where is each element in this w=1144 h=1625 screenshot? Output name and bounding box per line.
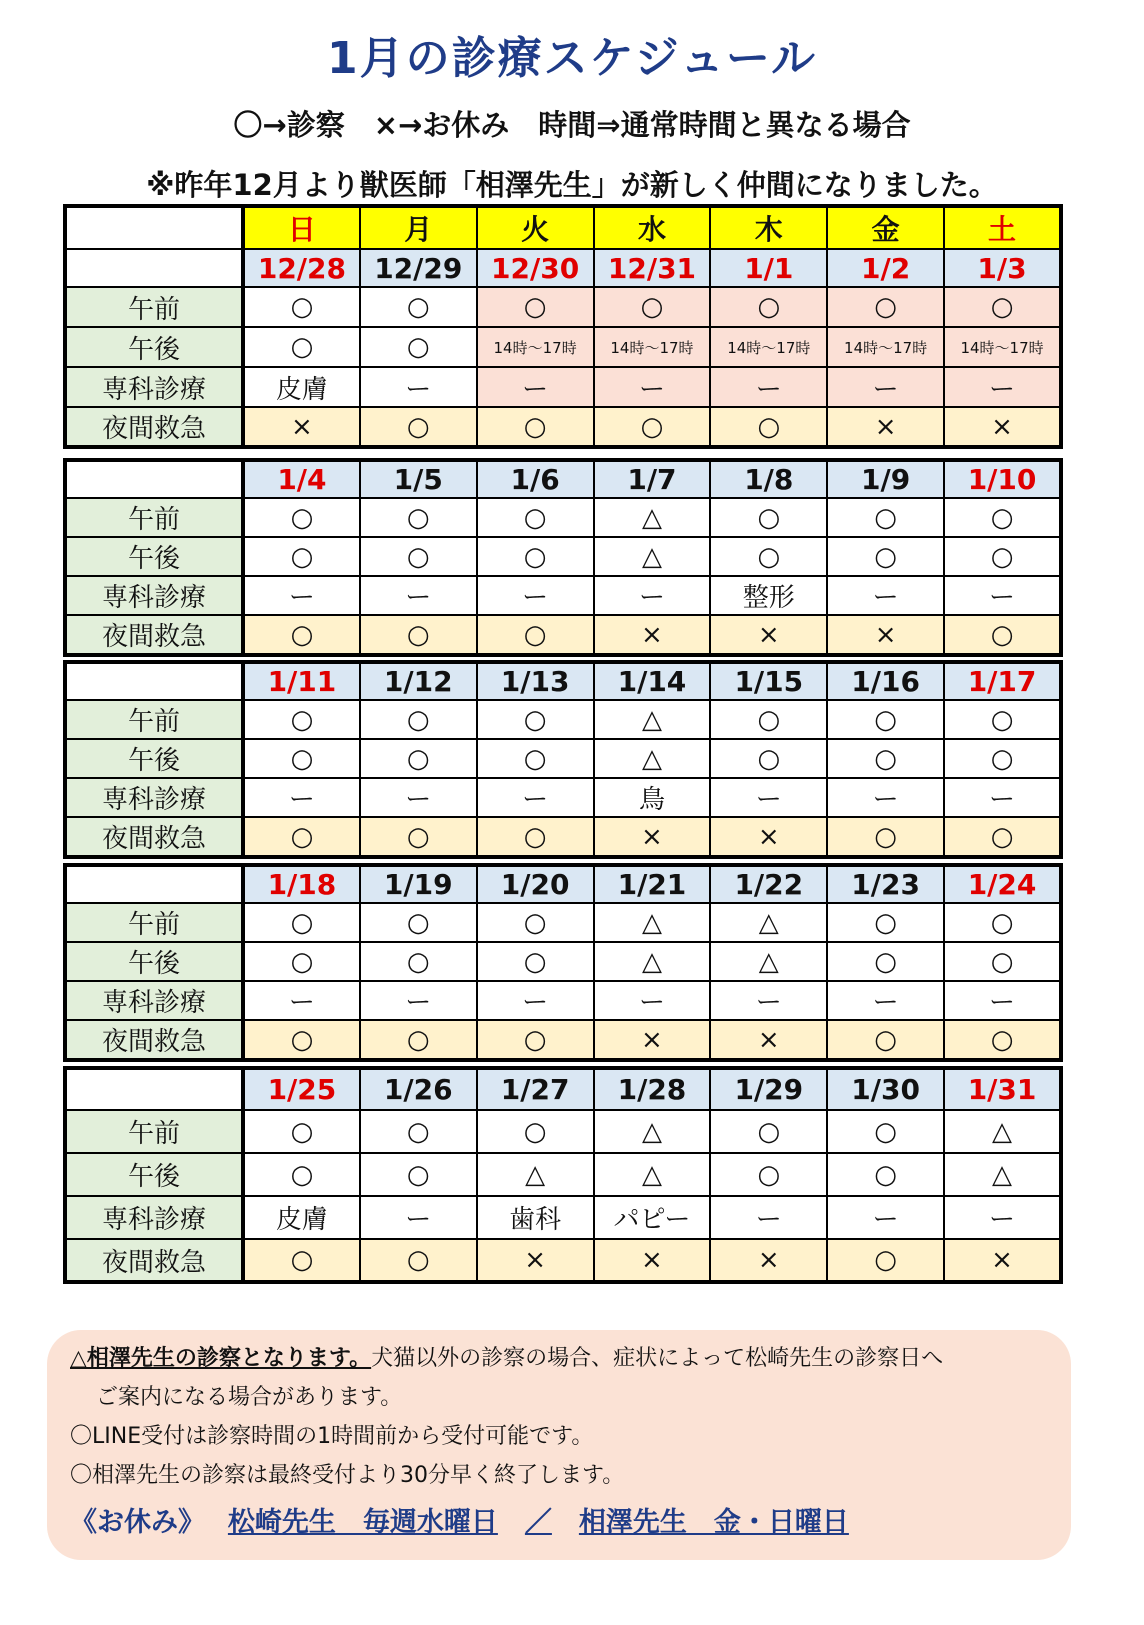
schedule-cell: ー	[360, 367, 477, 407]
schedule-cell: ×	[243, 407, 360, 447]
schedule-cell: △	[594, 498, 711, 537]
schedule-cell: ○	[243, 287, 360, 327]
note-line-2: ご案内になる場合があります。	[96, 1385, 403, 1410]
weekday-header: 日	[243, 206, 360, 249]
date-header: 1/16	[827, 662, 944, 700]
blank-cell	[65, 865, 243, 903]
schedule-cell: ×	[594, 615, 711, 655]
schedule-cell: 14時～17時	[944, 327, 1061, 367]
schedule-cell: ○	[360, 498, 477, 537]
schedule-cell: ○	[827, 700, 944, 739]
schedule-cell: 14時～17時	[710, 327, 827, 367]
schedule-cell: ○	[944, 498, 1061, 537]
schedule-cell: ー	[827, 778, 944, 817]
week-table	[63, 204, 1063, 449]
schedule-cell: ○	[477, 498, 594, 537]
row-label: 午後	[65, 327, 243, 367]
schedule-cell: ○	[477, 615, 594, 655]
schedule-cell: 14時～17時	[594, 327, 711, 367]
off-days-separator: ／	[524, 1507, 552, 1538]
schedule-cell: ー	[243, 981, 360, 1020]
schedule-cell: ー	[944, 981, 1061, 1020]
note-line-3: 〇LINE受付は診察時間の1時間前から受付可能です。	[70, 1424, 594, 1449]
schedule-cell: ー	[827, 981, 944, 1020]
schedule-cell: △	[710, 942, 827, 981]
date-header: 1/14	[594, 662, 711, 700]
schedule-cell: ー	[477, 367, 594, 407]
page-title: 1月の診療スケジュール	[327, 33, 817, 84]
schedule-cell: ○	[944, 615, 1061, 655]
schedule-cell: ー	[710, 981, 827, 1020]
blank-cell	[65, 249, 243, 287]
date-header: 1/13	[477, 662, 594, 700]
date-header: 1/12	[360, 662, 477, 700]
date-header: 1/20	[477, 865, 594, 903]
weekday-header: 土	[944, 206, 1061, 249]
schedule-cell: ー	[827, 1196, 944, 1239]
row-label: 午前	[65, 287, 243, 327]
schedule-cell: ○	[477, 739, 594, 778]
schedule-cell: ー	[360, 576, 477, 615]
schedule-cell: ○	[594, 407, 711, 447]
schedule-cell: ○	[477, 700, 594, 739]
date-header: 1/30	[827, 1068, 944, 1110]
schedule-cell: ×	[944, 407, 1061, 447]
row-label: 午前	[65, 1110, 243, 1153]
schedule-cell: 14時～17時	[827, 327, 944, 367]
schedule-cell: ○	[827, 1110, 944, 1153]
schedule-cell: ○	[360, 1110, 477, 1153]
schedule-cell: ○	[243, 903, 360, 942]
schedule-cell: ー	[243, 576, 360, 615]
date-header: 1/9	[827, 460, 944, 498]
date-header: 1/18	[243, 865, 360, 903]
blank-cell	[65, 460, 243, 498]
schedule-cell: ー	[827, 367, 944, 407]
schedule-cell: ー	[944, 576, 1061, 615]
schedule-cell: ×	[477, 1239, 594, 1282]
date-header: 1/8	[710, 460, 827, 498]
schedule-cell: ○	[360, 407, 477, 447]
schedule-cell: ○	[243, 1239, 360, 1282]
schedule-cell: ×	[944, 1239, 1061, 1282]
row-label: 専科診療	[65, 367, 243, 407]
schedule-cell: ○	[243, 700, 360, 739]
schedule-cell: ー	[477, 576, 594, 615]
schedule-cell: △	[594, 537, 711, 576]
schedule-cell: ○	[360, 739, 477, 778]
schedule-cell: ×	[710, 817, 827, 857]
schedule-cell: ー	[944, 778, 1061, 817]
schedule-cell: ー	[827, 576, 944, 615]
date-header: 1/5	[360, 460, 477, 498]
weekday-header: 水	[594, 206, 711, 249]
date-header: 1/3	[944, 249, 1061, 287]
date-header: 1/1	[710, 249, 827, 287]
row-label: 夜間救急	[65, 407, 243, 447]
schedule-cell: ○	[944, 942, 1061, 981]
date-header: 1/4	[243, 460, 360, 498]
schedule-cell: ー	[243, 778, 360, 817]
row-label: 夜間救急	[65, 1020, 243, 1060]
date-header: 1/29	[710, 1068, 827, 1110]
schedule-cell: △	[594, 1110, 711, 1153]
date-header: 1/15	[710, 662, 827, 700]
schedule-cell: ○	[243, 615, 360, 655]
schedule-cell: ○	[827, 287, 944, 327]
off-days-matsuzaki: 松崎先生 毎週水曜日	[227, 1507, 498, 1538]
row-label: 午後	[65, 739, 243, 778]
row-label: 専科診療	[65, 576, 243, 615]
date-header: 1/10	[944, 460, 1061, 498]
row-label: 午前	[65, 498, 243, 537]
note-line-4: 〇相澤先生の診察は最終受付より30分早く終了します。	[70, 1463, 625, 1488]
schedule-cell: ー	[477, 981, 594, 1020]
weekday-header: 金	[827, 206, 944, 249]
schedule-cell: ー	[944, 367, 1061, 407]
date-header: 12/31	[594, 249, 711, 287]
weekday-header: 月	[360, 206, 477, 249]
schedule-cell: ○	[360, 1153, 477, 1196]
note-line-1-rest: 犬猫以外の診察の場合、症状によって松崎先生の診察日へ	[371, 1346, 944, 1371]
row-label: 夜間救急	[65, 615, 243, 655]
schedule-cell: △	[477, 1153, 594, 1196]
schedule-cell: ○	[243, 942, 360, 981]
schedule-cell: ○	[360, 700, 477, 739]
schedule-cell: ○	[360, 903, 477, 942]
schedule-cell: ○	[710, 407, 827, 447]
schedule-cell: ○	[477, 903, 594, 942]
schedule-cell: ×	[594, 1020, 711, 1060]
schedule-cell: ○	[243, 739, 360, 778]
schedule-cell: ー	[594, 576, 711, 615]
schedule-cell: ○	[360, 942, 477, 981]
date-header: 1/21	[594, 865, 711, 903]
date-header: 1/27	[477, 1068, 594, 1110]
schedule-cell: 皮膚	[243, 367, 360, 407]
schedule-cell: ○	[944, 537, 1061, 576]
schedule-cell: ×	[594, 817, 711, 857]
row-label: 午後	[65, 942, 243, 981]
week-table	[63, 458, 1063, 657]
schedule-cell: 皮膚	[243, 1196, 360, 1239]
schedule-cell: ×	[710, 1020, 827, 1060]
schedule-cell: ○	[243, 327, 360, 367]
schedule-cell: ○	[243, 1020, 360, 1060]
schedule-cell: 歯科	[477, 1196, 594, 1239]
schedule-cell: △	[944, 1153, 1061, 1196]
schedule-cell: ○	[710, 1110, 827, 1153]
schedule-cell: ○	[360, 1020, 477, 1060]
schedule-cell: ○	[710, 287, 827, 327]
schedule-cell: △	[594, 739, 711, 778]
schedule-cell: ○	[477, 817, 594, 857]
date-header: 1/26	[360, 1068, 477, 1110]
schedule-cell: △	[594, 903, 711, 942]
blank-cell	[65, 662, 243, 700]
date-header: 1/6	[477, 460, 594, 498]
schedule-cell: △	[594, 1153, 711, 1196]
date-header: 1/23	[827, 865, 944, 903]
schedule-cell: ○	[944, 1020, 1061, 1060]
off-days-aizawa: 相澤先生 金・日曜日	[578, 1507, 849, 1538]
date-header: 1/31	[944, 1068, 1061, 1110]
schedule-cell: △	[594, 700, 711, 739]
date-header: 12/30	[477, 249, 594, 287]
blank-cell	[65, 1068, 243, 1110]
schedule-cell: ○	[243, 817, 360, 857]
schedule-cell: ○	[243, 498, 360, 537]
row-label: 午後	[65, 1153, 243, 1196]
schedule-cell: ー	[594, 367, 711, 407]
schedule-cell: ○	[477, 942, 594, 981]
date-header: 1/17	[944, 662, 1061, 700]
blank-cell	[65, 206, 243, 249]
schedule-cell: ○	[827, 903, 944, 942]
schedule-cell: ー	[360, 1196, 477, 1239]
note-line-1-bold: △相澤先生の診察となります。	[70, 1346, 372, 1371]
note-line-1	[70, 1341, 943, 1372]
row-label: 夜間救急	[65, 1239, 243, 1282]
schedule-cell: ○	[827, 739, 944, 778]
schedule-cell: 14時～17時	[477, 327, 594, 367]
schedule-cell: ○	[243, 1110, 360, 1153]
schedule-cell: ー	[710, 1196, 827, 1239]
schedule-cell: ー	[710, 778, 827, 817]
schedule-cell: ○	[243, 537, 360, 576]
schedule-cell: △	[594, 942, 711, 981]
schedule-cell: ○	[710, 739, 827, 778]
schedule-cell: ー	[360, 981, 477, 1020]
schedule-cell: ○	[827, 942, 944, 981]
weekday-header: 木	[710, 206, 827, 249]
date-header: 1/22	[710, 865, 827, 903]
schedule-cell: ○	[944, 739, 1061, 778]
schedule-cell: ー	[944, 1196, 1061, 1239]
schedule-cell: ○	[477, 537, 594, 576]
off-days-line	[70, 1500, 849, 1539]
schedule-cell: ○	[360, 327, 477, 367]
schedule-cell: △	[710, 903, 827, 942]
row-label: 午前	[65, 903, 243, 942]
schedule-cell: 整形	[710, 576, 827, 615]
schedule-cell: ○	[710, 1153, 827, 1196]
schedule-cell: ○	[594, 287, 711, 327]
legend-text: 〇→診察 ×→お休み 時間⇒通常時間と異なる場合	[233, 108, 911, 142]
schedule-cell: ○	[477, 287, 594, 327]
week-table	[63, 863, 1063, 1062]
schedule-cell: ×	[827, 615, 944, 655]
row-label: 専科診療	[65, 981, 243, 1020]
schedule-cell: ○	[710, 700, 827, 739]
schedule-cell: ○	[944, 287, 1061, 327]
row-label: 午前	[65, 700, 243, 739]
schedule-cell: ー	[477, 778, 594, 817]
week-table	[63, 660, 1063, 859]
schedule-cell: ○	[827, 817, 944, 857]
schedule-cell: 鳥	[594, 778, 711, 817]
row-label: 午後	[65, 537, 243, 576]
date-header: 1/2	[827, 249, 944, 287]
off-days-label: 《お休み》	[70, 1507, 192, 1538]
date-header: 12/28	[243, 249, 360, 287]
schedule-cell: ○	[360, 1239, 477, 1282]
date-header: 1/19	[360, 865, 477, 903]
schedule-cell: ○	[827, 1020, 944, 1060]
schedule-cell: ー	[710, 367, 827, 407]
date-header: 1/7	[594, 460, 711, 498]
schedule-cell: ×	[827, 407, 944, 447]
schedule-cell: ○	[827, 498, 944, 537]
row-label: 専科診療	[65, 778, 243, 817]
schedule-cell: ○	[827, 537, 944, 576]
schedule-cell: ○	[477, 1110, 594, 1153]
schedule-cell: ○	[710, 498, 827, 537]
schedule-cell: ○	[827, 1239, 944, 1282]
schedule-cell: ー	[360, 778, 477, 817]
schedule-cell: ×	[710, 1239, 827, 1282]
date-header: 12/29	[360, 249, 477, 287]
schedule-cell: ○	[243, 1153, 360, 1196]
week-table	[63, 1066, 1063, 1284]
date-header: 1/11	[243, 662, 360, 700]
schedule-cell: ○	[360, 817, 477, 857]
schedule-cell: ○	[360, 537, 477, 576]
schedule-cell: ○	[944, 903, 1061, 942]
schedule-cell: △	[944, 1110, 1061, 1153]
schedule-cell: ○	[944, 817, 1061, 857]
schedule-cell: ○	[827, 1153, 944, 1196]
schedule-cell: ー	[594, 981, 711, 1020]
schedule-cell: パピー	[594, 1196, 711, 1239]
row-label: 専科診療	[65, 1196, 243, 1239]
schedule-cell: ○	[360, 287, 477, 327]
notice-text: ※昨年12月より獣医師「相澤先生」が新しく仲間になりました。	[146, 168, 998, 202]
schedule-cell: ○	[360, 615, 477, 655]
date-header: 1/25	[243, 1068, 360, 1110]
weekday-header: 火	[477, 206, 594, 249]
date-header: 1/24	[944, 865, 1061, 903]
row-label: 夜間救急	[65, 817, 243, 857]
schedule-cell: ○	[477, 407, 594, 447]
schedule-cell: ○	[710, 537, 827, 576]
date-header: 1/28	[594, 1068, 711, 1110]
schedule-cell: ○	[944, 700, 1061, 739]
schedule-cell: ×	[594, 1239, 711, 1282]
schedule-cell: ○	[477, 1020, 594, 1060]
schedule-cell: ×	[710, 615, 827, 655]
